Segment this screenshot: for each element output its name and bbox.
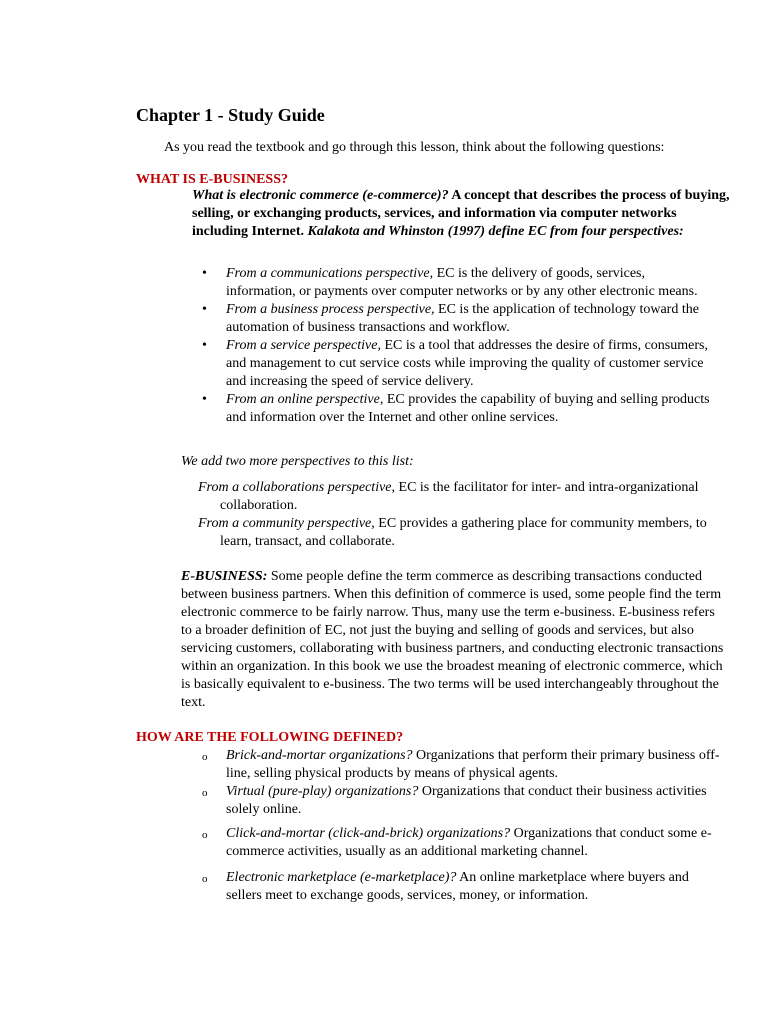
perspective-label: From a business process perspective, (226, 302, 435, 317)
intro-paragraph: As you read the textbook and go through this lesson, think about the following questions: (164, 140, 665, 155)
term-label: Click-and-mortar (click-and-brick) organizations? (226, 826, 511, 841)
ebusiness-label: E-BUSINESS: (181, 569, 268, 584)
perspective-label: From a community perspective, (198, 516, 375, 531)
add-perspectives-note: We add two more perspectives to this list: (181, 454, 414, 469)
bullet-icon: • (202, 302, 207, 317)
definitions-list-3 (200, 869, 720, 905)
ecommerce-definition (192, 187, 732, 241)
definitions-list-1 (200, 747, 720, 819)
list-item (198, 391, 718, 427)
perspective-label: From a collaborations perspective, (198, 480, 396, 495)
kalakota-reference: Kalakota and Whinston (1997) define EC from four perspectives: (307, 224, 684, 239)
ebusiness-text: Some people define the term commerce as describing transactions conducted between business partners. When this definition of commerce is used, some people find the term electronic commerce to be fairly narrow. Thus, many use the term e-business. E-business refers to a broader definition of EC, not just the buying and selling of goods and services, but also servicing customers, collaborating with business partners, and conducting electronic transactions within an organization. In this book we use the broadest meaning of electronic commerce, which is basically equivalent to e-business. The two terms will be used interchangeably throughout the text. (181, 569, 724, 710)
perspective-text: EC is the facilitator for inter- and intra-organizational collaboration. (220, 480, 699, 513)
circle-bullet-icon: o (202, 751, 208, 763)
ecommerce-answer: A concept that describes the process of buying, selling, or exchanging products, services, and information via computer networks including Internet. (192, 188, 730, 239)
page-title: Chapter 1 - Study Guide (136, 105, 325, 125)
term-label: Virtual (pure-play) organizations? (226, 784, 419, 799)
list-item (198, 265, 718, 301)
perspectives-list (198, 265, 718, 427)
term-label: Electronic marketplace (e-marketplace)? (226, 870, 457, 885)
list-item (200, 869, 720, 905)
perspective-label: From a communications perspective, (226, 266, 434, 281)
perspective-label: From an online perspective, (226, 392, 384, 407)
perspective-text: EC is a tool that addresses the desire of firms, consumers, and management to cut service costs while improving the quality of customer service and increasing the speed of service delivery. (226, 338, 708, 389)
definitions-list-2 (200, 825, 720, 861)
perspective-text: EC is the delivery of goods, services, information, or payments over computer networks or by any other electronic means. (226, 266, 698, 299)
ebusiness-paragraph (181, 568, 726, 712)
perspective-text: EC provides a gathering place for community members, to learn, transact, and collaborate. (220, 516, 707, 549)
term-definition: Organizations that perform their primary business off-line, selling physical products by means of physical agents. (226, 748, 720, 781)
extra-perspective-collaborations (198, 479, 720, 515)
bullet-icon: • (202, 338, 207, 353)
list-item (200, 747, 720, 783)
list-item (200, 783, 720, 819)
section-heading-what-is-ebusiness: WHAT IS E-BUSINESS? (136, 172, 288, 187)
term-definition: Organizations that conduct their business activities solely online. (226, 784, 707, 817)
perspective-text: EC is the application of technology toward the automation of business transactions and workflow. (226, 302, 699, 335)
list-item (200, 825, 720, 861)
perspective-label: From a service perspective, (226, 338, 381, 353)
perspective-text: EC provides the capability of buying and selling products and information over the Internet and other online services. (226, 392, 710, 425)
bullet-icon: • (202, 392, 207, 407)
term-label: Brick-and-mortar organizations? (226, 748, 413, 763)
list-item (198, 301, 718, 337)
circle-bullet-icon: o (202, 829, 208, 841)
list-item (198, 337, 718, 391)
circle-bullet-icon: o (202, 787, 208, 799)
term-definition: Organizations that conduct some e-commerce activities, usually as an additional marketing channel. (226, 826, 712, 859)
bullet-icon: • (202, 266, 207, 281)
circle-bullet-icon: o (202, 873, 208, 885)
extra-perspective-community (198, 515, 720, 551)
section-heading-how-defined: HOW ARE THE FOLLOWING DEFINED? (136, 730, 404, 745)
ecommerce-question: What is electronic commerce (e-commerce)? (192, 188, 449, 203)
term-definition: An online marketplace where buyers and sellers meet to exchange goods, services, money, or information. (226, 870, 689, 903)
